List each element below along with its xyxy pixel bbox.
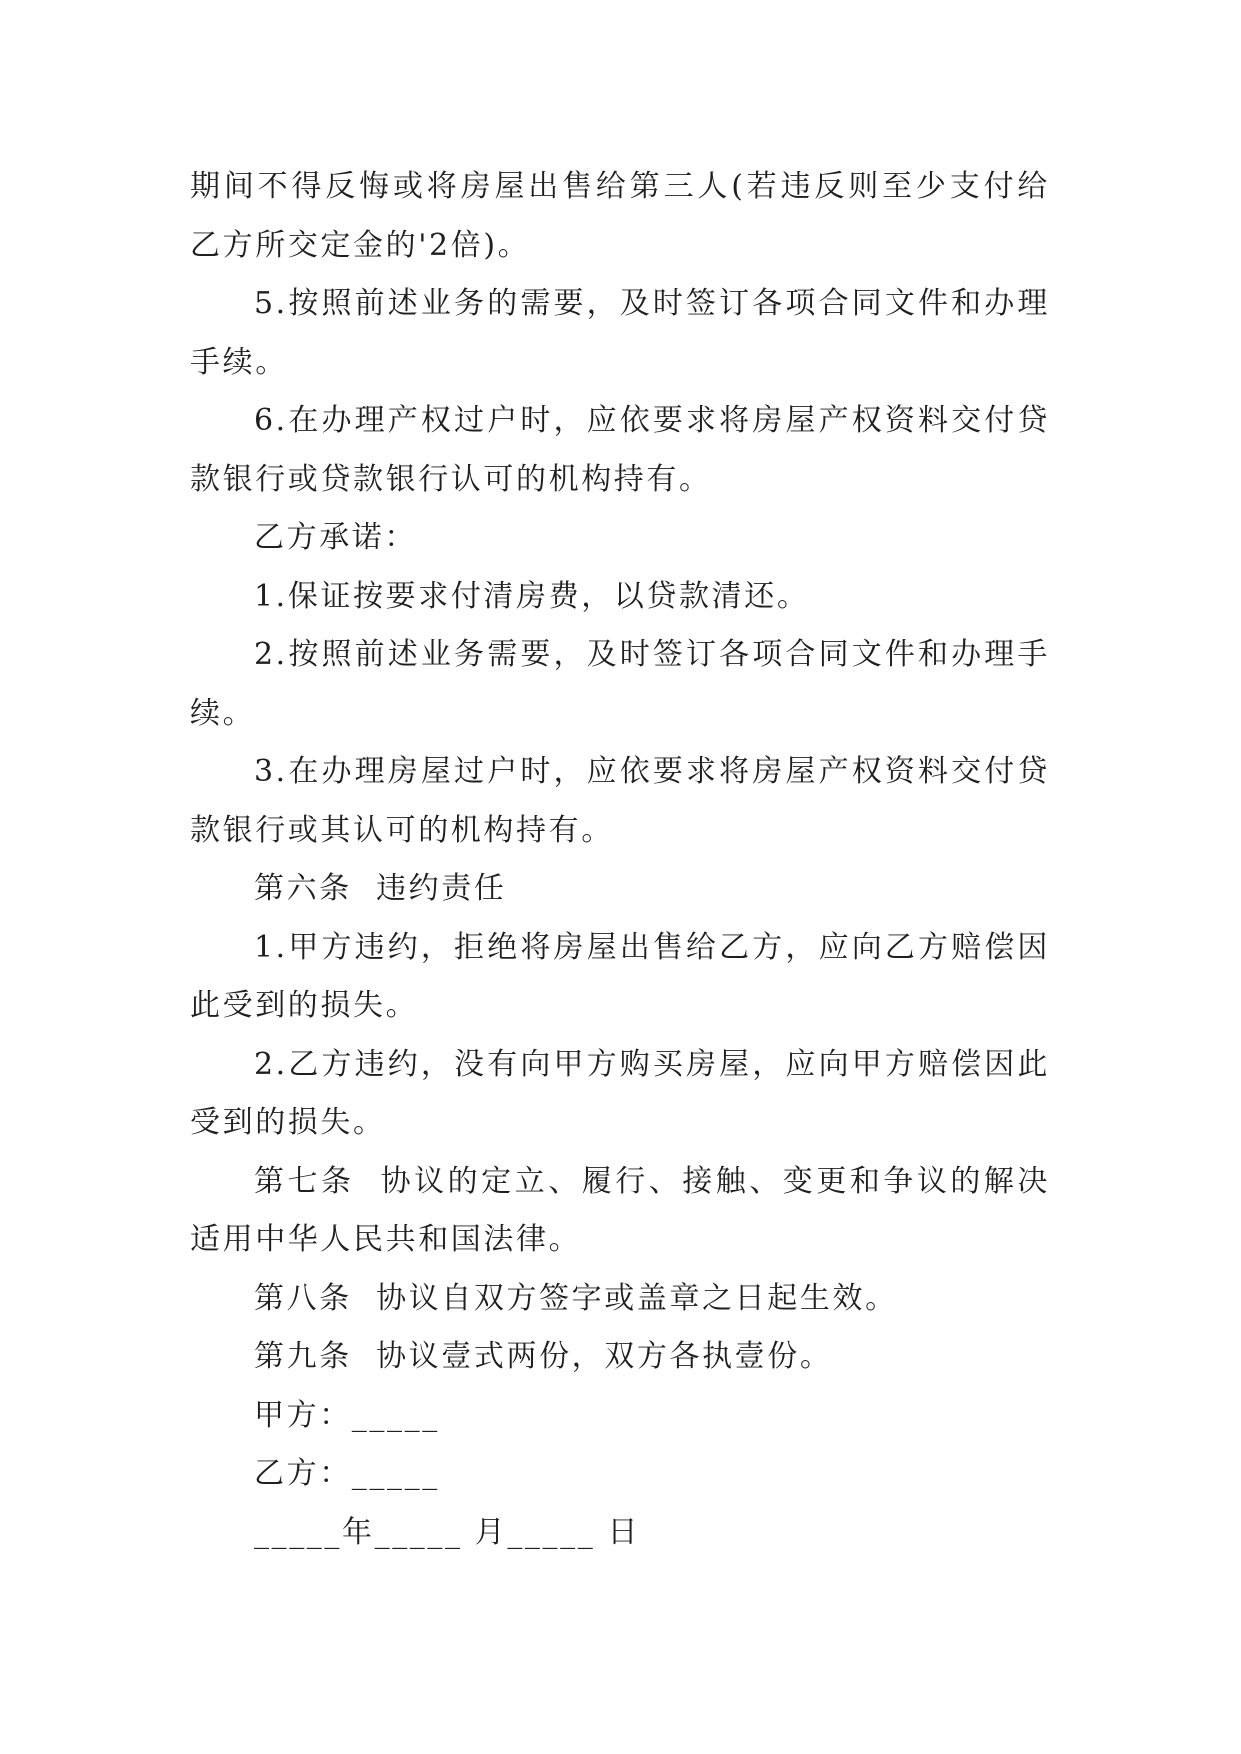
article-6-clause-2: 2.乙方违约，没有向甲方购买房屋，应向甲方赔偿因此受到的损失。 bbox=[190, 1046, 1050, 1140]
buyer-commitment-3: 3.在办理房屋过户时，应依要求将房屋产权资料交付贷款银行或其认可的机构持有。 bbox=[190, 754, 1050, 848]
buyer-commitment-2: 2.按照前述业务需要，及时签订各项合同文件和办理手续。 bbox=[190, 637, 1050, 731]
buyer-commitment-heading: 乙方承诺： bbox=[254, 520, 417, 555]
article-7: 第七条 协议的定立、履行、接触、变更和争议的解决适用中华人民共和国法律。 bbox=[190, 1163, 1050, 1257]
paragraph-continued: 期间不得反悔或将房屋出售给第三人(若违反则至少支付给乙方所交定金的'2倍)。 bbox=[190, 169, 1050, 263]
article-9: 第九条 协议壹式两份，双方各执壹份。 bbox=[254, 1339, 833, 1374]
signature-party-a: 甲方：_____ bbox=[254, 1397, 440, 1433]
signature-date: _____年_____ 月_____ 日 bbox=[254, 1514, 641, 1550]
article-6-clause-1: 1.甲方违约，拒绝将房屋出售给乙方，应向乙方赔偿因此受到的损失。 bbox=[190, 929, 1050, 1023]
seller-commitment-5: 5.按照前述业务的需要，及时签订各项合同文件和办理手续。 bbox=[190, 286, 1050, 380]
document-body bbox=[190, 158, 1050, 1562]
article-8: 第八条 协议自双方签字或盖章之日起生效。 bbox=[254, 1280, 898, 1316]
article-6-heading: 第六条 违约责任 bbox=[254, 871, 507, 906]
buyer-commitment-1: 1.保证按要求付清房费，以贷款清还。 bbox=[254, 578, 810, 614]
seller-commitment-6: 6.在办理产权过户时，应依要求将房屋产权资料交付贷款银行或贷款银行认可的机构持有。 bbox=[190, 403, 1050, 497]
signature-party-b: 乙方：_____ bbox=[254, 1456, 440, 1491]
